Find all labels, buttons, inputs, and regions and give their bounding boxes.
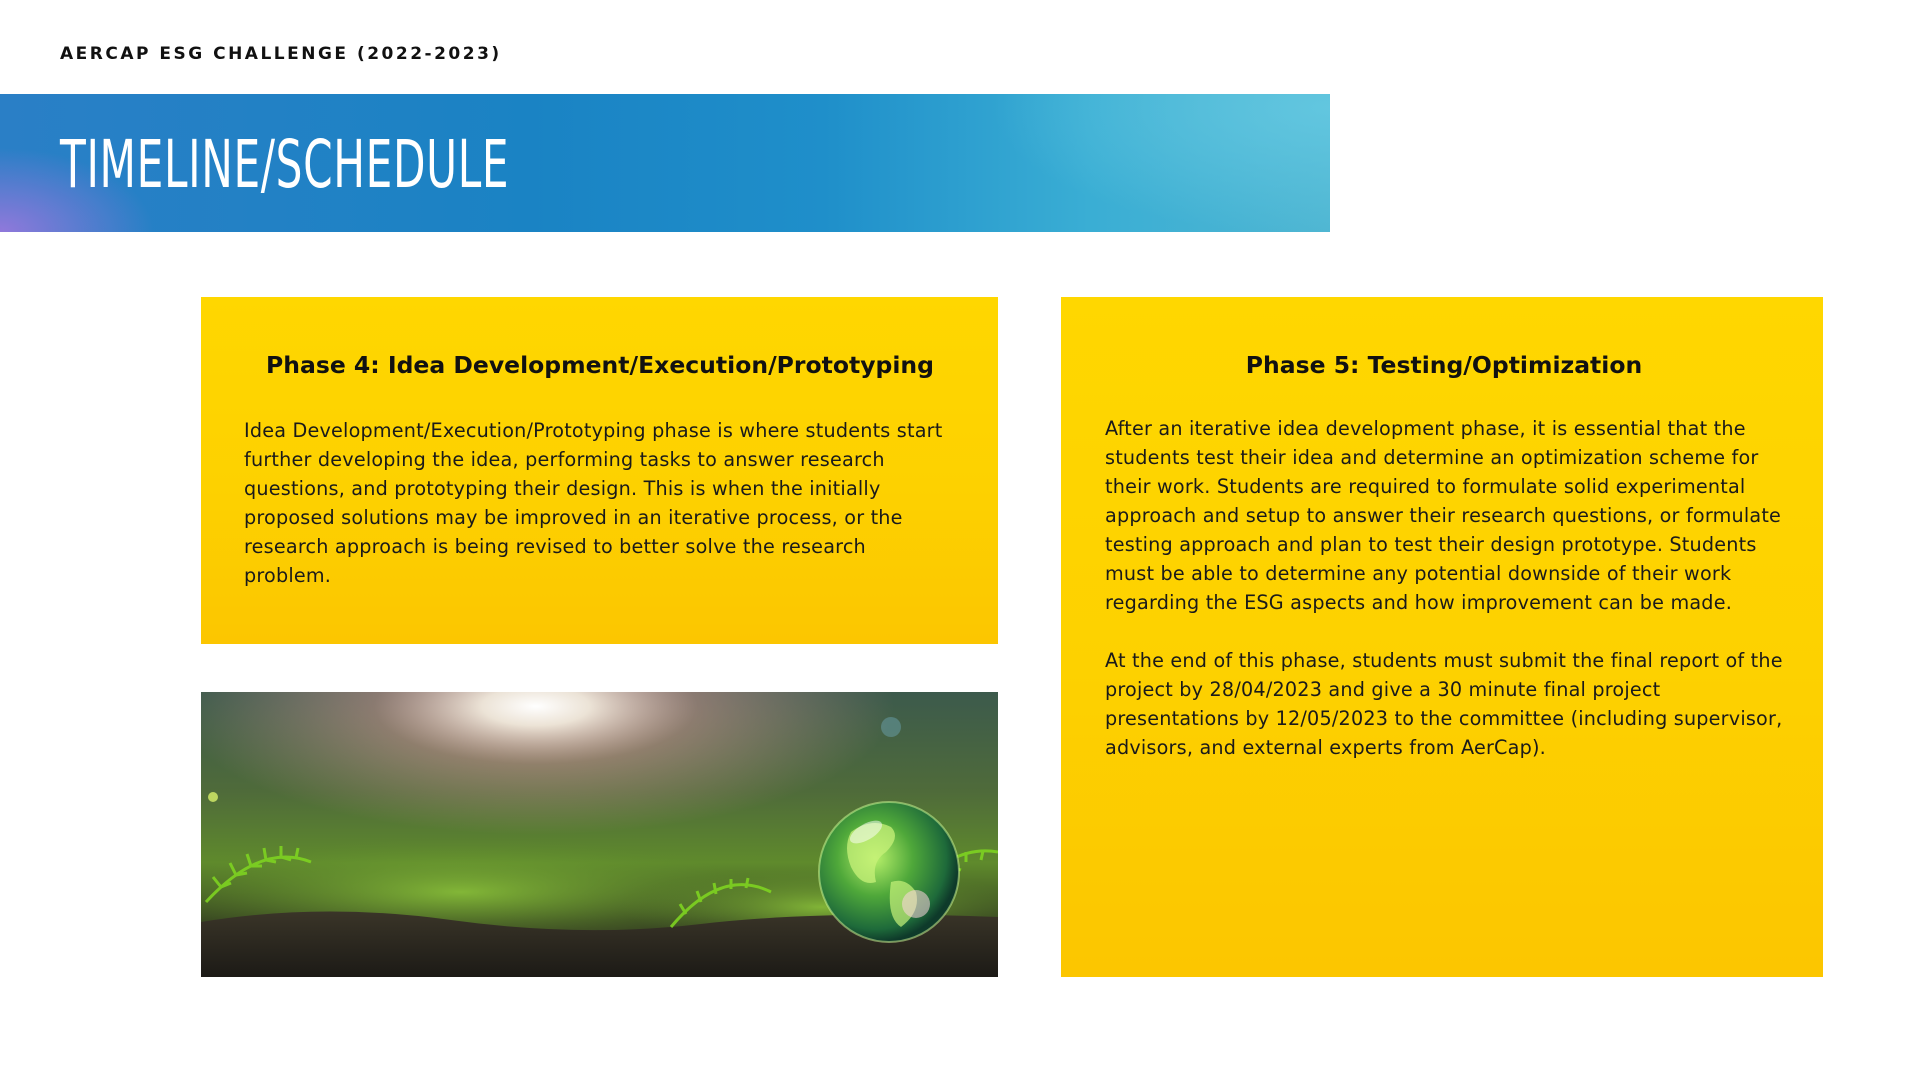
phase-5-body-paragraph-2: At the end of this phase, students must submit the final report of the project by 28/04/2023 and give a 30 minute final project presentations by 12/05/2023 to the committee (including supervisor, advisors, and external experts from AerCap).	[1105, 649, 1783, 759]
phase-5-card	[1061, 297, 1823, 977]
phase-5-title: Phase 5: Testing/Optimization	[1245, 351, 1643, 379]
title-banner	[0, 94, 1330, 232]
glass-globe-on-moss-photo-icon	[201, 692, 998, 977]
phase-5-body-paragraph-1: After an iterative idea development phase, it is essential that the students test their idea and determine an optimization scheme for their work. Students are required to formulate solid experimental approach and setup to answer their research questions, or formulate testing approach and plan to test their design prototype. Students must be able to determine any potential downside of their work regarding the ESG aspects and how improvement can be made.	[1105, 417, 1782, 614]
phase-4-body: Idea Development/Execution/Prototyping phase is where students start further developing the idea, performing tasks to answer research questions, and prototyping their design. This is when the initially proposed solutions may be improved in an iterative process, or the research approach is being revised to better solve the research problem.	[244, 419, 943, 587]
header-eyebrow: AERCAP ESG CHALLENGE (2022-2023)	[60, 44, 502, 64]
page-title: TIMELINE/SCHEDULE	[60, 126, 510, 203]
globe-photo	[201, 692, 998, 977]
phase-4-title: Phase 4: Idea Development/Execution/Prototyping	[266, 351, 934, 379]
phase-4-card	[201, 297, 998, 644]
